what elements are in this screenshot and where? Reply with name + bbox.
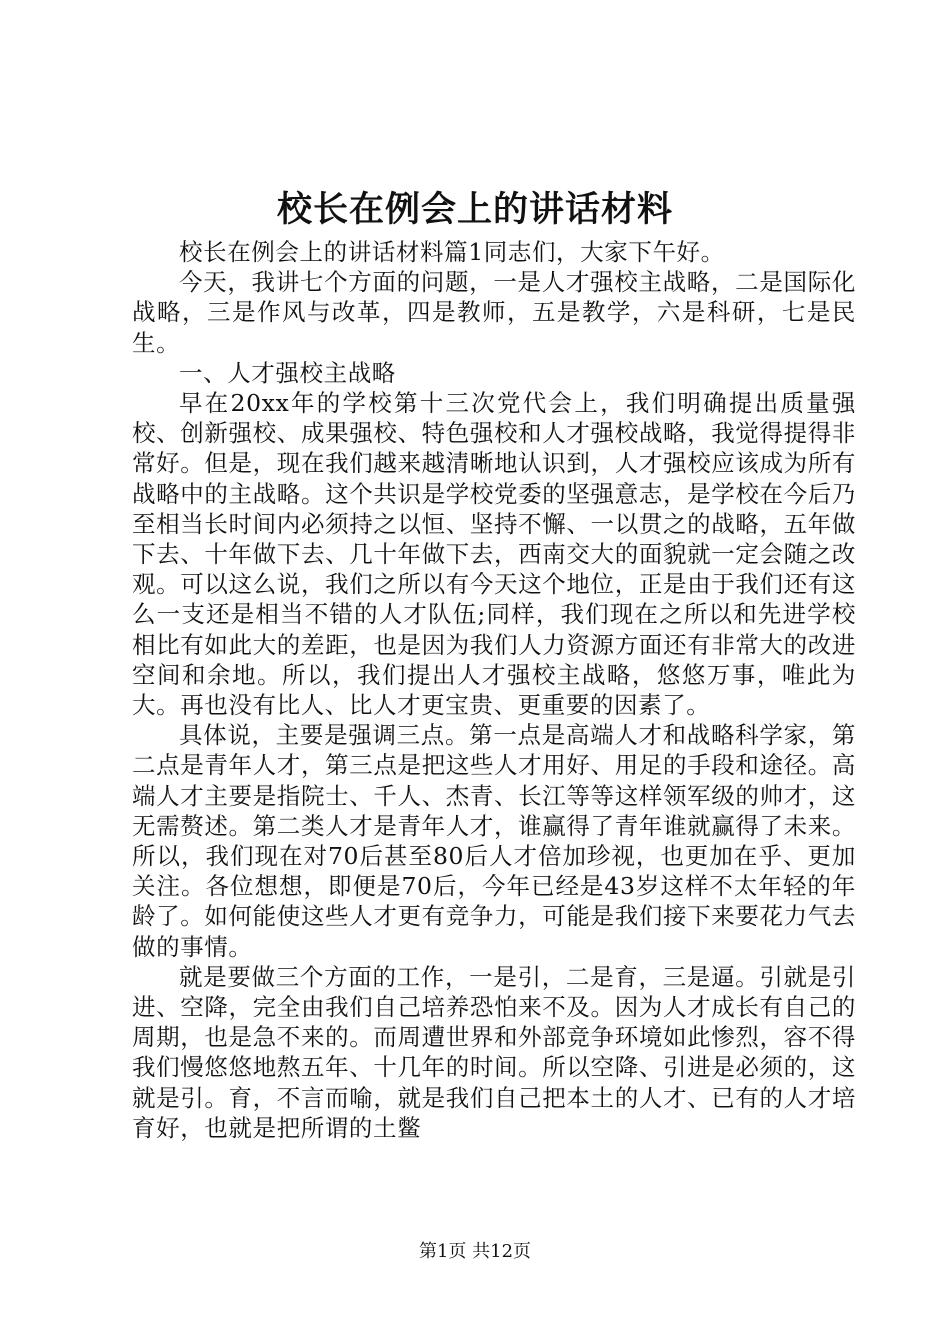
paragraph-three-points: 具体说，主要是强调三点。第一点是高端人才和战略科学家，第二点是青年人才，第三点是把这些人才用好、用足的手段和途径。高端人才主要是指院士、千人、杰青、长江等等这样领军级的帅才，这无需赘述。第二类人才是青年人才，谁赢得了青年谁就赢得了未来。所以，我们现在对70后甚至80后人才倍加珍视，也更加在乎、更加关注。各位想想，即便是70后，今年已经是43岁这样不太年轻的年龄了。如何能使这些人才更有竞争力，可能是我们接下来要花力气去做的事情。 [132,721,856,961]
paragraph-overview: 今天，我讲七个方面的问题，一是人才强校主战略，二是国际化战略，三是作风与改革，四是教师，五是教学，六是科研，七是民生。 [132,268,856,357]
paragraph-talent-strategy: 早在20xx年的学校第十三次党代会上，我们明确提出质量强校、创新强校、成果强校、特色强校和人才强校战略，我觉得提得非常好。但是，现在我们越来越清晰地认识到，人才强校应该成为所有战略中的主战略。这个共识是学校党委的坚强意志，是学校在今后乃至相当长时间内必须持之以恒、坚持不懈、一以贯之的战略，五年做下去、十年做下去、几十年做下去，西南交大的面貌就一定会随之改观。可以这么说，我们之所以有今天这个地位，正是由于我们还有这么一支还是相当不错的人才队伍;同样，我们现在之所以和先进学校相比有如此大的差距，也是因为我们人力资源方面还有非常大的改进空间和余地。所以，我们提出人才强校主战略，悠悠万事，唯此为大。再也没有比人、比人才更宝贵、更重要的因素了。 [132,389,856,720]
document-title: 校长在例会上的讲话材料 [276,189,673,230]
paragraph-three-tasks: 就是要做三个方面的工作，一是引，二是育，三是逼。引就是引进、空降，完全由我们自己培养恐怕来不及。因为人才成长有自己的周期，也是急不来的。而周遭世界和外部竞争环境如此惨烈，容不得我们慢悠悠地熬五年、十几年的时间。所以空降、引进是必须的，这就是引。育，不言而喻，就是我们自己把本土的人才、已有的人才培育好，也就是把所谓的土鳖 [132,962,856,1142]
section-heading-talent-strategy: 一、人才强校主战略 [179,358,396,387]
page-number-footer: 第1页 共12页 [418,1241,532,1262]
document-body [132,237,856,1143]
paragraph-greeting: 校长在例会上的讲话材料篇1同志们，大家下午好。 [179,238,725,266]
